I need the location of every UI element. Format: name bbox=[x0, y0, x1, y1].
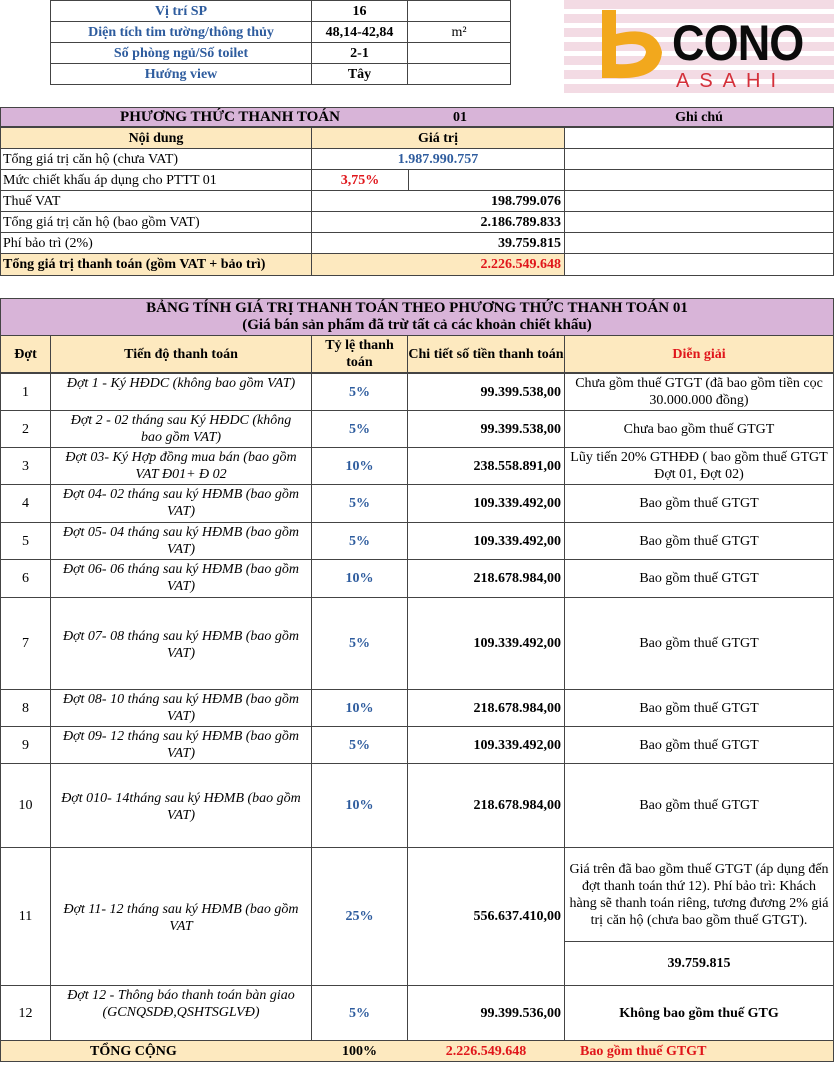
total-explain: Bao gồm thuế GTGT bbox=[580, 1043, 707, 1059]
row-explain: Bao gồm thuế GTGT bbox=[564, 597, 834, 690]
schedule-title-block bbox=[0, 298, 834, 336]
row-amount: 238.558.891,00 bbox=[407, 447, 565, 485]
schedule-subtitle: (Giá bán sản phẩm đã trừ tất cả các khoản chiết khấu) bbox=[242, 317, 592, 333]
row-progress: Đợt 08- 10 tháng sau ký HĐMB (bao gồm VAT) bbox=[50, 689, 312, 727]
row-explain: Chưa gồm thuế GTGT (đã bao gồm tiền cọc 30.000.000 đồng) bbox=[564, 373, 834, 411]
row-amount: 99.399.538,00 bbox=[407, 410, 565, 448]
info-unit-rooms bbox=[407, 42, 511, 64]
summary-note-cell bbox=[564, 148, 834, 170]
row-progress: Đợt 2 - 02 tháng sau Ký HĐDC (không bao gồm VAT) bbox=[50, 410, 312, 448]
row-progress: Đợt 12 - Thông báo thanh toán bàn giao (GCNQSDĐ,QSHTSGLVĐ) bbox=[50, 985, 312, 1041]
row-explain: Chưa bao gồm thuế GTGT bbox=[564, 410, 834, 448]
row-progress: Đợt 1 - Ký HĐDC (không bao gồm VAT) bbox=[50, 373, 312, 411]
info-unit-view bbox=[407, 63, 511, 85]
summary-value-total-vat: 2.186.789.833 bbox=[311, 211, 565, 233]
header-progress: Tiến độ thanh toán bbox=[50, 335, 312, 373]
total-label: TỔNG CỘNG bbox=[90, 1043, 177, 1059]
summary-note-cell bbox=[564, 232, 834, 254]
info-value-rooms: 2-1 bbox=[311, 42, 408, 64]
summary-label-total-vat: Tổng giá trị căn hộ (bao gồm VAT) bbox=[0, 211, 312, 233]
summary-note-cell bbox=[564, 190, 834, 212]
row-number: 3 bbox=[0, 447, 51, 485]
info-value-area: 48,14-42,84 bbox=[311, 21, 408, 43]
row-progress: Đợt 11- 12 tháng sau ký HĐMB (bao gồm VAT bbox=[50, 847, 312, 986]
row-ratio: 5% bbox=[311, 373, 408, 411]
row-ratio: 5% bbox=[311, 484, 408, 523]
row-progress: Đợt 04- 02 tháng sau ký HĐMB (bao gồm VAT) bbox=[50, 484, 312, 523]
row-number: 1 bbox=[0, 373, 51, 411]
row-amount: 99.399.538,00 bbox=[407, 373, 565, 411]
row-number: 4 bbox=[0, 484, 51, 523]
row-number: 2 bbox=[0, 410, 51, 448]
row-number: 6 bbox=[0, 559, 51, 598]
header-ratio: Tỷ lệ thanh toán bbox=[311, 335, 408, 373]
header-explain: Diễn giải bbox=[564, 335, 834, 373]
summary-note-header: Ghi chú bbox=[675, 109, 723, 125]
summary-note-cell bbox=[564, 211, 834, 233]
row-amount: 218.678.984,00 bbox=[407, 689, 565, 727]
row-ratio: 10% bbox=[311, 559, 408, 598]
row-explain: Bao gồm thuế GTGT bbox=[564, 484, 834, 523]
summary-value-maintenance: 39.759.815 bbox=[311, 232, 565, 254]
summary-col-content: Nội dung bbox=[0, 127, 312, 149]
summary-label-total-novat: Tổng giá trị căn hộ (chưa VAT) bbox=[0, 148, 312, 170]
row-amount: 109.339.492,00 bbox=[407, 484, 565, 523]
row-amount: 99.399.536,00 bbox=[407, 985, 565, 1041]
summary-label-maintenance: Phí bảo trì (2%) bbox=[0, 232, 312, 254]
row-progress: Đợt 07- 08 tháng sau ký HĐMB (bao gồm VAT) bbox=[50, 597, 312, 690]
summary-label-vat: Thuế VAT bbox=[0, 190, 312, 212]
row-explain: Bao gồm thuế GTGT bbox=[564, 522, 834, 560]
row-explain: Bao gồm thuế GTGT bbox=[564, 763, 834, 848]
row-amount: 109.339.492,00 bbox=[407, 522, 565, 560]
row-number: 5 bbox=[0, 522, 51, 560]
row-amount: 556.637.410,00 bbox=[407, 847, 565, 986]
row-amount: 109.339.492,00 bbox=[407, 726, 565, 764]
row-number: 9 bbox=[0, 726, 51, 764]
info-unit-area: m² bbox=[407, 21, 511, 43]
row-progress: Đợt 05- 04 tháng sau ký HĐMB (bao gồm VAT) bbox=[50, 522, 312, 560]
logo-mark-icon bbox=[596, 4, 672, 84]
row-ratio: 25% bbox=[311, 847, 408, 986]
info-label-rooms: Số phòng ngủ/Số toilet bbox=[50, 42, 312, 64]
row-explain: Bao gồm thuế GTGT bbox=[564, 689, 834, 727]
row-ratio: 10% bbox=[311, 447, 408, 485]
row-amount: 218.678.984,00 bbox=[407, 763, 565, 848]
info-value-position: 16 bbox=[311, 0, 408, 22]
row-explain: Giá trên đã bao gồm thuế GTGT (áp dụng đến đợt thanh toán thứ 12). Phí bảo trì: Khách hàng sẽ thanh toán riêng, tương đương 2% giá trị căn hộ (chưa bao gồm thuế GTGT). bbox=[564, 847, 834, 942]
header-dot: Đợt bbox=[0, 335, 51, 373]
row-progress: Đợt 03- Ký Hợp đồng mua bán (bao gồm VAT Đ01+ Đ 02 bbox=[50, 447, 312, 485]
row-explain: Không bao gồm thuế GTG bbox=[564, 985, 834, 1041]
summary-empty-cell bbox=[408, 169, 565, 191]
row-amount: 218.678.984,00 bbox=[407, 559, 565, 598]
row-number: 11 bbox=[0, 847, 51, 986]
summary-method: 01 bbox=[453, 109, 467, 125]
row-amount: 109.339.492,00 bbox=[407, 597, 565, 690]
row-explain: Bao gồm thuế GTGT bbox=[564, 726, 834, 764]
logo-wordmark: CONO bbox=[672, 15, 804, 71]
info-label-area: Diện tích tim tường/thông thủy bbox=[50, 21, 312, 43]
row-ratio: 5% bbox=[311, 985, 408, 1041]
row-ratio: 5% bbox=[311, 597, 408, 690]
row-ratio: 5% bbox=[311, 522, 408, 560]
row-ratio: 10% bbox=[311, 689, 408, 727]
summary-value-total-novat: 1.987.990.757 bbox=[311, 148, 565, 170]
summary-value-discount: 3,75% bbox=[311, 169, 409, 191]
logo-subtitle: ASAHI bbox=[676, 70, 787, 92]
row-explain: Lũy tiến 20% GTHĐĐ ( bao gồm thuế GTGT Đợt 01, Đợt 02) bbox=[564, 447, 834, 485]
row-progress: Đợt 010- 14tháng sau ký HĐMB (bao gồm VAT) bbox=[50, 763, 312, 848]
summary-title: PHƯƠNG THỨC THANH TOÁN bbox=[120, 108, 340, 125]
row-number: 10 bbox=[0, 763, 51, 848]
row-explain: Bao gồm thuế GTGT bbox=[564, 559, 834, 598]
row-number: 8 bbox=[0, 689, 51, 727]
summary-note-cell bbox=[564, 127, 834, 149]
row-ratio: 5% bbox=[311, 726, 408, 764]
info-unit-position bbox=[407, 0, 511, 22]
summary-note-cell bbox=[564, 253, 834, 276]
total-amount: 2.226.549.648 bbox=[445, 1043, 527, 1059]
summary-label-discount: Mức chiết khấu áp dụng cho PTTT 01 bbox=[0, 169, 312, 191]
row-progress: Đợt 06- 06 tháng sau ký HĐMB (bao gồm VAT) bbox=[50, 559, 312, 598]
row-ratio: 10% bbox=[311, 763, 408, 848]
summary-note-cell bbox=[564, 169, 834, 191]
row-number: 7 bbox=[0, 597, 51, 690]
summary-value-grand-total: 2.226.549.648 bbox=[311, 253, 565, 276]
summary-value-vat: 198.799.076 bbox=[311, 190, 565, 212]
info-label-position: Vị trí SP bbox=[50, 0, 312, 22]
row-ratio: 5% bbox=[311, 410, 408, 448]
summary-col-value: Giá trị bbox=[311, 127, 565, 149]
info-value-view: Tây bbox=[311, 63, 408, 85]
schedule-title: BẢNG TÍNH GIÁ TRỊ THANH TOÁN THEO PHƯƠNG THỨC THANH TOÁN 01 bbox=[146, 300, 688, 316]
header-amount: Chi tiết số tiền thanh toán bbox=[407, 335, 565, 373]
info-label-view: Hướng view bbox=[50, 63, 312, 85]
row-explain-extra: 39.759.815 bbox=[564, 941, 834, 986]
row-progress: Đợt 09- 12 tháng sau ký HĐMB (bao gồm VAT) bbox=[50, 726, 312, 764]
summary-label-grand-total: Tổng giá trị thanh toán (gồm VAT + bảo trì) bbox=[0, 253, 312, 276]
total-ratio: 100% bbox=[342, 1043, 377, 1059]
row-number: 12 bbox=[0, 985, 51, 1041]
